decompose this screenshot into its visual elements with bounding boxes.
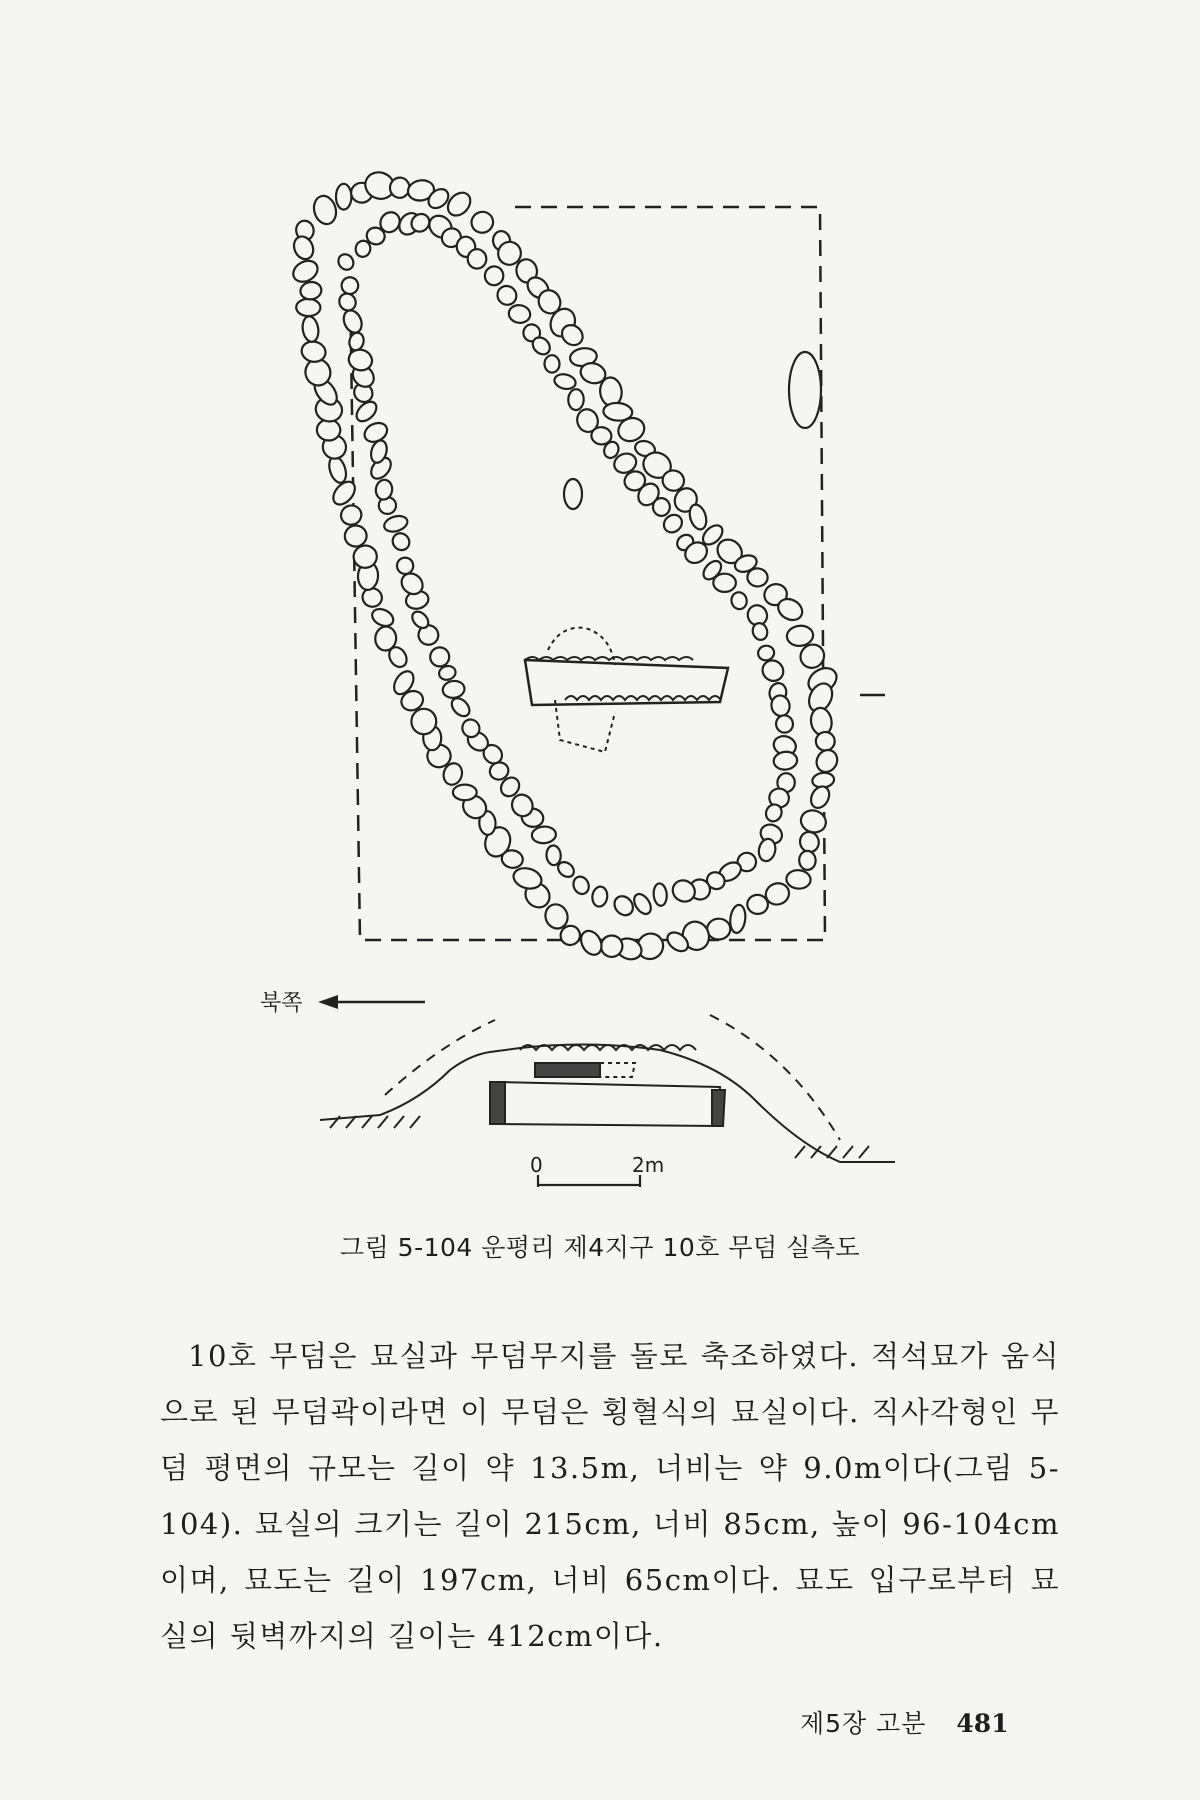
stone [335,251,356,272]
stone [757,837,778,862]
stone [713,574,736,593]
stone [807,783,832,811]
mound-cross-section [320,1015,895,1162]
stone [568,389,584,410]
stone [339,503,364,527]
stone [591,886,608,908]
stone [299,281,322,301]
stone [429,646,450,667]
chapter-label: 제5장 고분 [800,1709,927,1738]
north-label: 북쪽 [260,991,303,1016]
stone [483,265,505,287]
stone [353,544,378,569]
stone [798,807,829,835]
stone [361,419,390,445]
stone [730,591,749,611]
stone [339,274,361,296]
stone [773,751,798,771]
stone [544,355,560,373]
tomb-chamber-plan [525,628,728,752]
stone [774,713,795,734]
stone [799,850,816,870]
scale-zero-label: 0 [530,1153,543,1177]
stone [786,624,814,647]
stone [611,892,637,918]
stone [411,708,437,735]
stone [757,644,775,661]
stone [747,568,769,588]
stone [687,503,709,532]
stone [707,918,731,939]
stone-ring [290,168,842,964]
stone [467,249,487,269]
north-arrow [318,995,425,1009]
page-footer [800,1704,1009,1740]
stone [374,626,397,652]
stone [786,869,812,889]
stone [553,372,577,391]
stone [653,883,668,906]
stone [369,606,396,630]
isolated-stone-center [564,479,582,509]
stone [729,904,747,934]
scale-end-label: 2m [632,1153,665,1177]
body-text [160,1328,1060,1664]
stone [389,530,412,554]
stone [291,233,317,262]
stone [453,785,477,801]
stone [442,680,466,700]
stone [469,209,496,235]
stone [631,891,654,917]
isolated-stone-east [789,352,821,428]
figure-caption: 그림 5-104 운평리 제4지구 10호 무덤 실측도 [339,1233,861,1262]
stone [577,927,606,958]
scale-bar [538,1175,640,1187]
stone [746,894,768,915]
body-paragraph: 10호 무덤은 묘실과 무덤무지를 돌로 축조하였다. 적석묘가 움식으로 된 무덤곽이라면 이 무덤은 횡혈식의 묘실이다. 직사각형인 무덤 평면의 규모는 길이 약 13.5m, 너비는 약 9.0m이다(그림 5-104). 묘실의 크기는 길이 215cm, 너비 85cm, 높이 96-104cm이며, 묘도는 길이 197cm, 너비 65cm이다. 묘도 입구로부터 묘실의 뒷벽까지의 길이는 412cm이다. [160,1339,1060,1653]
stone [290,257,322,286]
stone [652,498,670,517]
stone [336,184,351,210]
stone [382,513,409,534]
stone [301,315,320,343]
stone [340,308,365,336]
stone [571,874,592,896]
stone [815,731,836,751]
page-number: 481 [956,1709,1009,1738]
stone [531,826,556,844]
stone [546,845,562,866]
stone [813,746,841,775]
stone [296,299,320,317]
stone [508,304,532,324]
